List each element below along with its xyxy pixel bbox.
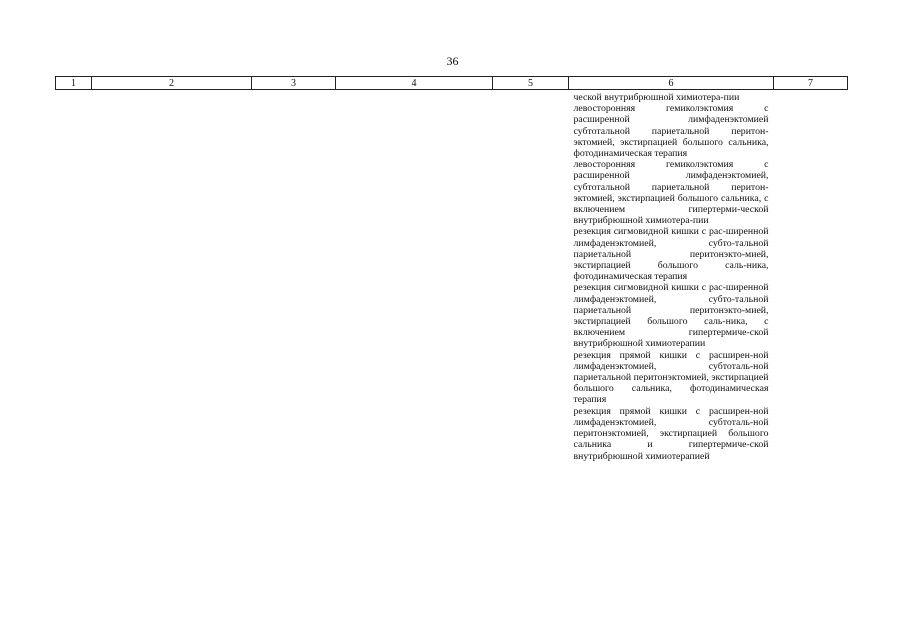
procedure-entry: резекция сигмовидной кишки с рас-ширенной лимфаденэктомией, субто-тальной париетальной перитонэкто-мией, экстирпацией большого саль-ника, фотодинамическая терапия (573, 226, 769, 283)
cell-col-5 (493, 90, 569, 581)
procedure-entry: резекция сигмовидной кишки с рас-ширенной лимфаденэктомией, субто-тальной париетальной перитонэкто-мией, экстирпацией большого саль-ника, с включением гипертермиче-ской внутрибрюшной химиотерапии (573, 282, 769, 350)
procedure-entry: резекция прямой кишки с расширен-ной лимфаденэктомией, субтоталь-ной париетальной перитонэктомией, экстирпацией большого сальника, фотодинамическая терапия (573, 349, 769, 406)
header-row (56, 77, 848, 90)
column-header-7: 7 (774, 77, 848, 90)
cell-col-7 (774, 90, 848, 581)
column-header-6: 6 (569, 77, 774, 90)
cell-col-4 (336, 90, 493, 581)
procedure-entry: резекция прямой кишки с расширен-ной лимфаденэктомией, субтоталь-ной перитонэктомией, экстирпацией большого сальника и гипертермиче-ской внутрибрюшной химиотерапией (573, 405, 769, 462)
column-header-4: 4 (336, 77, 493, 90)
procedure-list (569, 90, 774, 462)
procedure-entry: ческой внутрибрюшной химиотера-пии (573, 92, 740, 103)
column-header-2: 2 (92, 77, 252, 90)
data-table (55, 76, 848, 580)
cell-col-3 (252, 90, 336, 581)
column-header-5: 5 (493, 77, 569, 90)
cell-col-6 (569, 90, 774, 581)
procedure-entry: левосторонняя гемиколэктомия с расширенной лимфаденэктомией, субтотальной париетальной перитон-эктомией, экстирпацией большого сальника, с включением гипертерми-ческой внутрибрюшной химиотера-пии (573, 159, 769, 227)
page-number: 36 (446, 54, 459, 68)
cell-col-1 (56, 90, 92, 581)
cell-col-2 (92, 90, 252, 581)
procedure-entry: левосторонняя гемиколэктомия с расширенной лимфаденэктомией субтотальной париетальной перитон-эктомией, экстирпацией большого сальника, фотодинамическая терапия (573, 103, 769, 160)
column-header-1: 1 (56, 77, 92, 90)
table-row (56, 90, 848, 581)
column-header-3: 3 (252, 77, 336, 90)
